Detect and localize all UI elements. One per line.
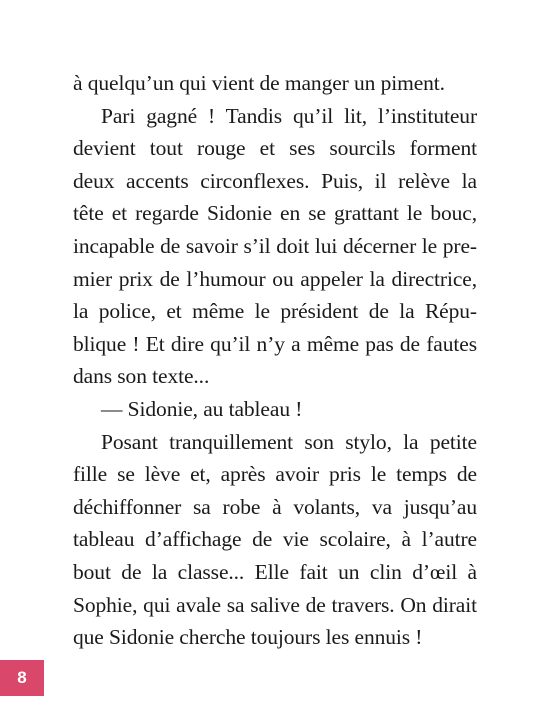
text-line: mier prix de l’humour ou appeler la directrice,: [73, 266, 477, 291]
page-number: 8: [17, 668, 27, 687]
text-line: tableau d’affichage de vie scolaire, à l’autre: [73, 527, 477, 552]
text-line: la police, et même le président de la Répu-: [73, 299, 477, 324]
text-line: devient tout rouge et ses sourcils forment: [73, 136, 477, 161]
text-line: blique ! Et dire qu’il n’y a même pas de fautes: [73, 331, 477, 356]
text-line: déchiffonner sa robe à volants, va jusqu’au: [73, 494, 477, 519]
text-line: deux accents circonflexes. Puis, il relève la: [73, 168, 477, 193]
text-line: dans son texte...: [73, 364, 210, 389]
text-line: fille se lève et, après avoir pris le temps de: [73, 462, 477, 487]
text-line: Pari gagné ! Tandis qu’il lit, l’instituteur: [101, 103, 477, 128]
dialogue-line: — Sidonie, au tableau !: [101, 396, 303, 421]
text-line: à quelqu’un qui vient de manger un piment.: [73, 71, 445, 95]
text-line: que Sidonie cherche toujours les ennuis !: [73, 625, 423, 650]
page-number-badge: [0, 660, 44, 696]
text-line: bout de la classe... Elle fait un clin d’œil à: [73, 559, 477, 584]
text-line: tête et regarde Sidonie en se grattant le bouc,: [73, 201, 477, 226]
text-line: Posant tranquillement son stylo, la petite: [101, 429, 477, 454]
body-text: [73, 67, 477, 654]
text-line: incapable de savoir s’il doit lui décerner le pre-: [73, 233, 477, 258]
text-line: Sophie, qui avale sa salive de travers. On dirait: [73, 592, 477, 617]
